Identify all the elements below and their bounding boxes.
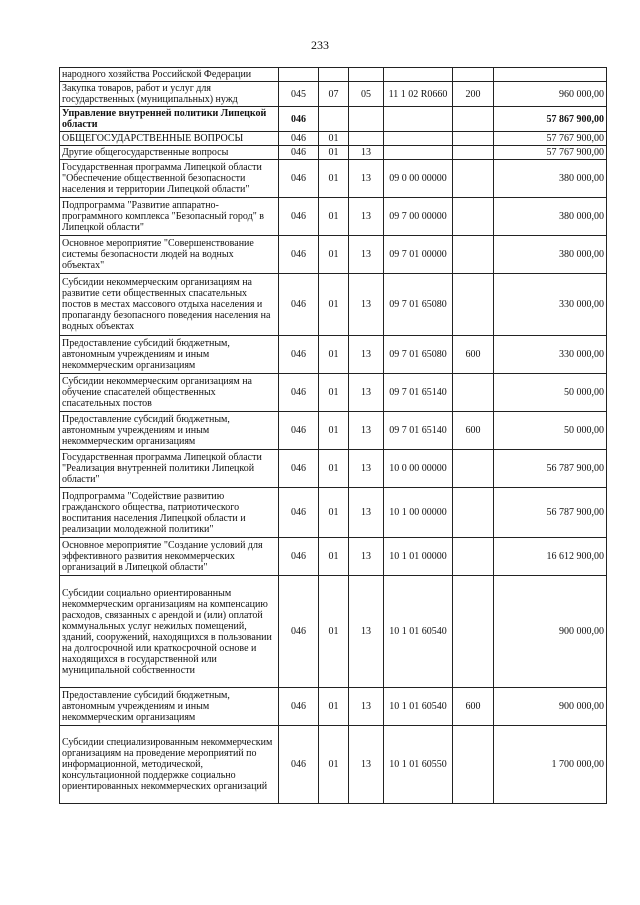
row-expense-type-cell	[453, 726, 494, 804]
table-row	[60, 576, 607, 688]
row-section-cell: 01	[319, 198, 349, 236]
row-section-cell: 01	[319, 576, 349, 688]
row-expense-type-cell	[453, 488, 494, 538]
row-code-cell: 046	[279, 576, 319, 688]
row-subsection-cell: 13	[349, 274, 384, 336]
row-target-article-cell: 09 7 01 00000	[384, 236, 453, 274]
row-target-article-cell: 09 7 00 00000	[384, 198, 453, 236]
row-name-cell: Государственная программа Липецкой области "Обеспечение общественной безопасности населения и территории Липецкой области"	[60, 160, 279, 198]
row-target-article-cell	[384, 132, 453, 146]
row-subsection-cell	[349, 107, 384, 132]
row-subsection-cell: 13	[349, 576, 384, 688]
row-target-article-cell: 09 0 00 00000	[384, 160, 453, 198]
row-code-cell: 046	[279, 107, 319, 132]
row-target-article-cell: 09 7 01 65080	[384, 336, 453, 374]
row-subsection-cell: 13	[349, 146, 384, 160]
row-code-cell: 046	[279, 412, 319, 450]
row-name-cell: Предоставление субсидий бюджетным, автономным учреждениям и иным некоммерческим организациям	[60, 336, 279, 374]
row-amount-cell: 50 000,00	[494, 412, 607, 450]
row-expense-type-cell	[453, 107, 494, 132]
row-section-cell: 01	[319, 726, 349, 804]
row-target-article-cell: 09 7 01 65140	[384, 412, 453, 450]
row-code-cell: 046	[279, 374, 319, 412]
row-section-cell: 01	[319, 412, 349, 450]
row-name-cell: Субсидии социально ориентированным некоммерческим организациям на компенсацию расходов, связанных с арендой и (или) оплатой коммунальных услуг нежилых помещений, зданий, сооружений, находящихся в пользовании на долгосрочной или краткосрочной основе и находящихся в государственной или муниципальной собственности	[60, 576, 279, 688]
table-row	[60, 146, 607, 160]
row-subsection-cell	[349, 68, 384, 82]
row-amount-cell: 330 000,00	[494, 336, 607, 374]
row-section-cell: 01	[319, 688, 349, 726]
row-name-cell: Субсидии некоммерческим организациям на обучение спасателей общественных спасательных постов	[60, 374, 279, 412]
row-section-cell: 01	[319, 236, 349, 274]
row-code-cell: 046	[279, 198, 319, 236]
row-code-cell: 046	[279, 488, 319, 538]
row-code-cell: 046	[279, 726, 319, 804]
row-section-cell: 01	[319, 160, 349, 198]
row-code-cell: 046	[279, 236, 319, 274]
row-expense-type-cell	[453, 450, 494, 488]
row-target-article-cell: 10 0 00 00000	[384, 450, 453, 488]
row-amount-cell: 960 000,00	[494, 82, 607, 107]
row-target-article-cell: 09 7 01 65140	[384, 374, 453, 412]
row-amount-cell: 50 000,00	[494, 374, 607, 412]
table-row	[60, 450, 607, 488]
row-subsection-cell: 13	[349, 688, 384, 726]
row-section-cell: 01	[319, 488, 349, 538]
row-subsection-cell: 13	[349, 236, 384, 274]
row-expense-type-cell: 600	[453, 688, 494, 726]
row-target-article-cell	[384, 107, 453, 132]
row-code-cell: 045	[279, 82, 319, 107]
budget-table-body	[60, 68, 607, 804]
table-row	[60, 488, 607, 538]
row-subsection-cell: 13	[349, 450, 384, 488]
row-amount-cell: 1 700 000,00	[494, 726, 607, 804]
row-amount-cell: 380 000,00	[494, 160, 607, 198]
row-expense-type-cell	[453, 146, 494, 160]
row-amount-cell: 380 000,00	[494, 198, 607, 236]
row-amount-cell: 900 000,00	[494, 688, 607, 726]
row-code-cell: 046	[279, 450, 319, 488]
row-amount-cell: 380 000,00	[494, 236, 607, 274]
table-row	[60, 82, 607, 107]
row-amount-cell	[494, 68, 607, 82]
table-row	[60, 726, 607, 804]
row-amount-cell: 56 787 900,00	[494, 450, 607, 488]
row-section-cell	[319, 107, 349, 132]
table-row	[60, 132, 607, 146]
row-target-article-cell	[384, 68, 453, 82]
row-name-cell: Государственная программа Липецкой области "Реализация внутренней политики Липецкой области"	[60, 450, 279, 488]
row-target-article-cell: 11 1 02 R0660	[384, 82, 453, 107]
row-code-cell: 046	[279, 132, 319, 146]
row-subsection-cell: 13	[349, 198, 384, 236]
row-subsection-cell	[349, 132, 384, 146]
row-name-cell: Предоставление субсидий бюджетным, автономным учреждениям и иным некоммерческим организациям	[60, 688, 279, 726]
table-row	[60, 68, 607, 82]
row-code-cell: 046	[279, 336, 319, 374]
row-section-cell: 01	[319, 336, 349, 374]
row-expense-type-cell	[453, 160, 494, 198]
row-name-cell: Субсидии специализированным некоммерческим организациям на проведение мероприятий по информационной, методической, консультационной поддержке социально ориентированных некоммерческих организаций	[60, 726, 279, 804]
row-subsection-cell: 13	[349, 726, 384, 804]
table-row	[60, 374, 607, 412]
row-subsection-cell: 13	[349, 538, 384, 576]
row-expense-type-cell	[453, 236, 494, 274]
row-code-cell: 046	[279, 538, 319, 576]
row-expense-type-cell: 200	[453, 82, 494, 107]
row-name-cell: Управление внутренней политики Липецкой области	[60, 107, 279, 132]
row-code-cell: 046	[279, 274, 319, 336]
row-amount-cell: 56 787 900,00	[494, 488, 607, 538]
row-subsection-cell: 13	[349, 160, 384, 198]
row-target-article-cell: 10 1 00 00000	[384, 488, 453, 538]
row-code-cell: 046	[279, 160, 319, 198]
row-code-cell	[279, 68, 319, 82]
row-name-cell: народного хозяйства Российской Федерации	[60, 68, 279, 82]
row-target-article-cell	[384, 146, 453, 160]
row-expense-type-cell	[453, 132, 494, 146]
row-expense-type-cell	[453, 274, 494, 336]
row-section-cell: 07	[319, 82, 349, 107]
budget-table	[59, 67, 607, 804]
row-amount-cell: 57 867 900,00	[494, 107, 607, 132]
row-expense-type-cell	[453, 374, 494, 412]
row-target-article-cell: 10 1 01 60540	[384, 688, 453, 726]
row-name-cell: Предоставление субсидий бюджетным, автономным учреждениям и иным некоммерческим организациям	[60, 412, 279, 450]
row-subsection-cell: 13	[349, 488, 384, 538]
table-row	[60, 538, 607, 576]
row-name-cell: Закупка товаров, работ и услуг для государственных (муниципальных) нужд	[60, 82, 279, 107]
row-code-cell: 046	[279, 146, 319, 160]
page-number: 233	[311, 38, 329, 52]
row-amount-cell: 900 000,00	[494, 576, 607, 688]
table-row	[60, 236, 607, 274]
row-amount-cell: 57 767 900,00	[494, 146, 607, 160]
row-target-article-cell: 09 7 01 65080	[384, 274, 453, 336]
row-name-cell: Другие общегосударственные вопросы	[60, 146, 279, 160]
row-name-cell: Подпрограмма "Развитие аппаратно-программного комплекса "Безопасный город" в Липецкой области"	[60, 198, 279, 236]
row-amount-cell: 57 767 900,00	[494, 132, 607, 146]
table-row	[60, 107, 607, 132]
row-subsection-cell: 13	[349, 374, 384, 412]
row-expense-type-cell	[453, 576, 494, 688]
row-target-article-cell: 10 1 01 00000	[384, 538, 453, 576]
row-target-article-cell: 10 1 01 60550	[384, 726, 453, 804]
row-name-cell: Основное мероприятие "Создание условий для эффективного развития некоммерческих организаций в Липецкой области"	[60, 538, 279, 576]
table-row	[60, 274, 607, 336]
table-row	[60, 688, 607, 726]
row-name-cell: Подпрограмма "Содействие развитию гражданского общества, патриотического воспитания населения Липецкой области и реализации молодежной политики"	[60, 488, 279, 538]
row-section-cell	[319, 68, 349, 82]
row-section-cell: 01	[319, 374, 349, 412]
row-subsection-cell: 05	[349, 82, 384, 107]
table-row	[60, 412, 607, 450]
row-expense-type-cell	[453, 538, 494, 576]
row-amount-cell: 330 000,00	[494, 274, 607, 336]
row-section-cell: 01	[319, 450, 349, 488]
row-expense-type-cell: 600	[453, 336, 494, 374]
row-subsection-cell: 13	[349, 412, 384, 450]
table-row	[60, 198, 607, 236]
row-expense-type-cell	[453, 198, 494, 236]
row-expense-type-cell	[453, 68, 494, 82]
row-amount-cell: 16 612 900,00	[494, 538, 607, 576]
row-target-article-cell: 10 1 01 60540	[384, 576, 453, 688]
row-code-cell: 046	[279, 688, 319, 726]
table-row	[60, 160, 607, 198]
row-section-cell: 01	[319, 132, 349, 146]
row-expense-type-cell: 600	[453, 412, 494, 450]
row-subsection-cell: 13	[349, 336, 384, 374]
row-section-cell: 01	[319, 538, 349, 576]
table-row	[60, 336, 607, 374]
row-section-cell: 01	[319, 274, 349, 336]
row-name-cell: ОБЩЕГОСУДАРСТВЕННЫЕ ВОПРОСЫ	[60, 132, 279, 146]
row-section-cell: 01	[319, 146, 349, 160]
row-name-cell: Субсидии некоммерческим организациям на развитие сети общественных спасательных постов в местах массового отдыха населения и пропаганду безопасного поведения населения на водных объектах	[60, 274, 279, 336]
row-name-cell: Основное мероприятие "Совершенствование системы безопасности людей на водных объектах"	[60, 236, 279, 274]
